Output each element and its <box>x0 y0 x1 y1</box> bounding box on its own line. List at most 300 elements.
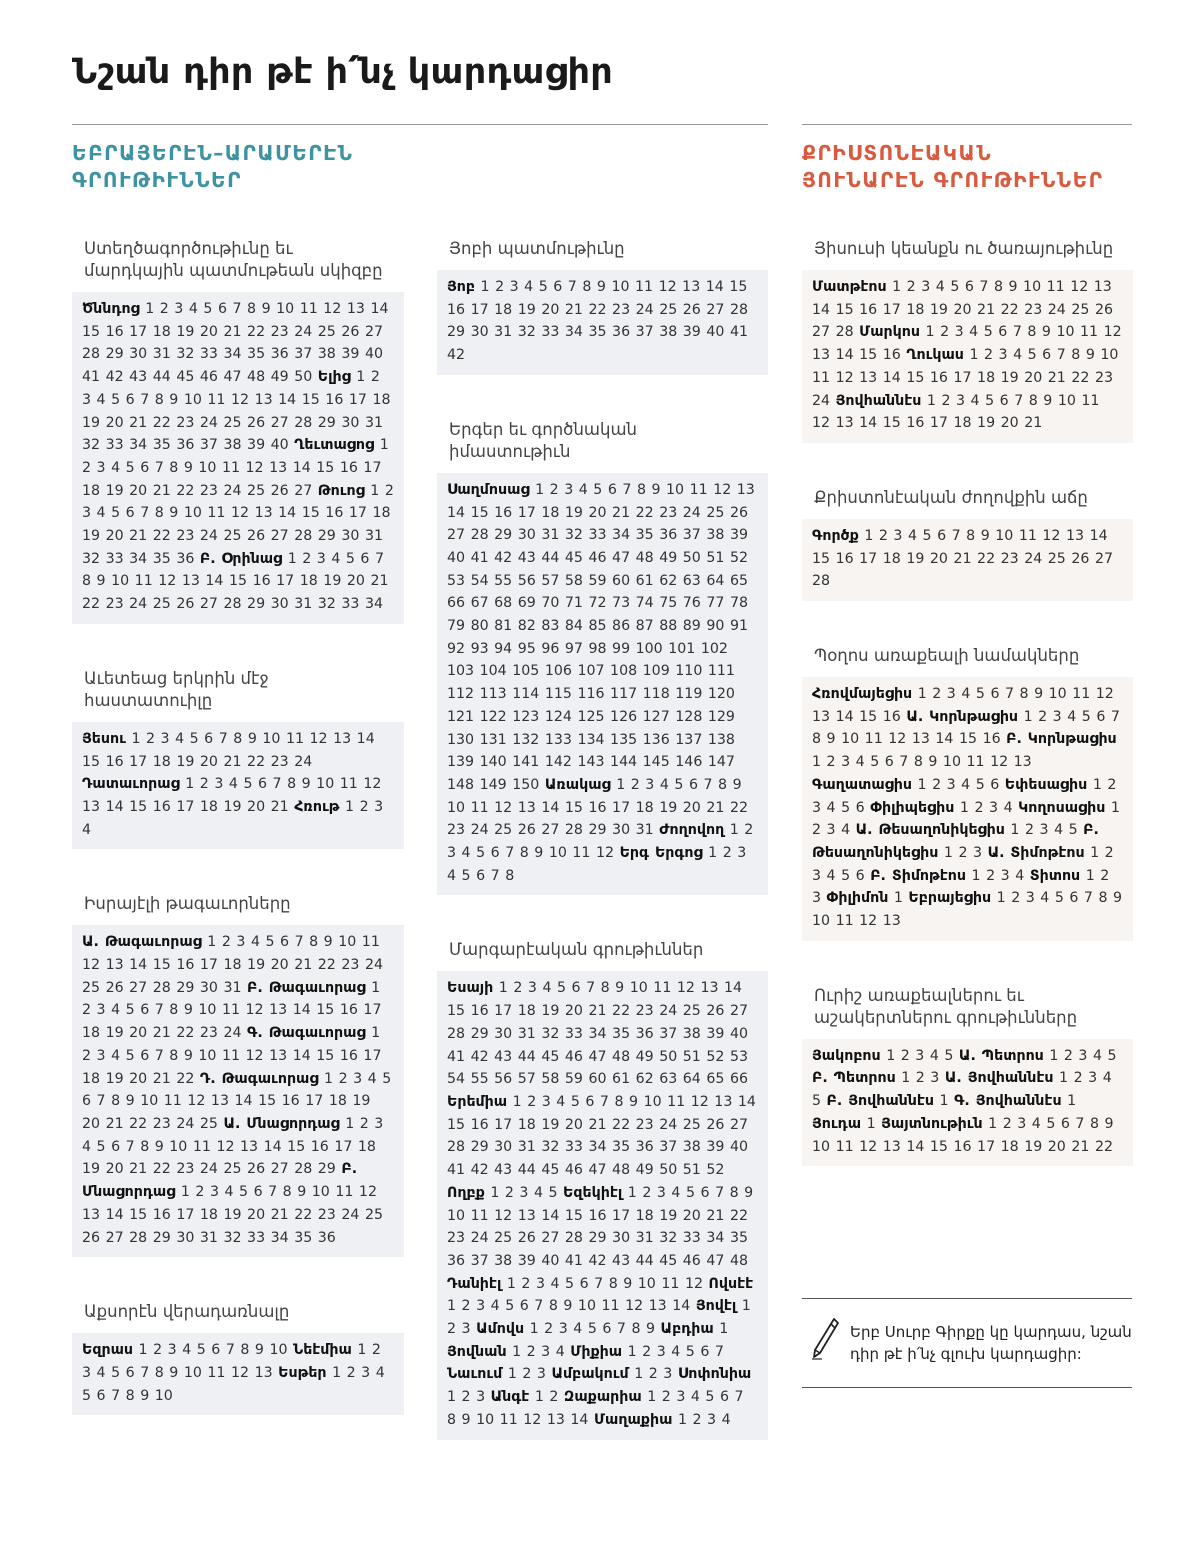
chapter-number[interactable]: 11 <box>1046 279 1065 295</box>
chapter-number[interactable]: 28 <box>564 1230 583 1247</box>
chapter-number[interactable]: 1 <box>901 1070 911 1087</box>
chapter-number[interactable]: 140 <box>479 754 507 771</box>
chapter-number[interactable]: 11 <box>163 1093 182 1110</box>
chapter-number[interactable]: 9 <box>183 459 193 476</box>
chapter-number[interactable]: 4 <box>671 1184 681 1201</box>
chapter-number[interactable]: 30 <box>470 324 489 341</box>
chapter-number[interactable]: 12 <box>187 1093 206 1110</box>
chapter-number[interactable]: 6 <box>280 934 290 951</box>
chapter-number[interactable]: 6 <box>990 686 1000 703</box>
chapter-number[interactable]: 13 <box>254 1364 273 1381</box>
chapter-number[interactable]: 47 <box>612 549 631 566</box>
chapter-number[interactable]: 7 <box>616 1321 626 1338</box>
chapter-number[interactable]: 1 <box>917 686 927 703</box>
chapter-number[interactable]: 37 <box>635 324 654 341</box>
chapter-number[interactable]: 12 <box>658 279 677 295</box>
chapter-number[interactable]: 10 <box>476 1411 495 1428</box>
chapter-number[interactable]: 95 <box>517 640 536 657</box>
chapter-number[interactable]: 34 <box>364 596 383 613</box>
chapter-number[interactable]: 28 <box>447 1025 466 1042</box>
chapter-number[interactable]: 6 <box>990 776 1000 793</box>
chapter-number[interactable]: 5 <box>841 799 851 816</box>
chapter-number[interactable]: 64 <box>706 572 725 589</box>
chapter-number[interactable]: 22 <box>247 753 266 770</box>
chapter-number[interactable]: 41 <box>564 1252 583 1269</box>
chapter-number[interactable]: 8 <box>1089 1115 1099 1132</box>
chapter-number[interactable]: 108 <box>610 663 638 680</box>
chapter-number[interactable]: 48 <box>635 549 654 566</box>
chapter-number[interactable]: 37 <box>659 1025 678 1042</box>
chapter-number[interactable]: 33 <box>105 437 124 454</box>
chapter-number[interactable]: 7 <box>715 1184 725 1201</box>
chapter-number[interactable]: 17 <box>276 573 295 590</box>
chapter-number[interactable]: 27 <box>812 324 831 341</box>
chapter-number[interactable]: 9 <box>596 279 606 295</box>
chapter-number[interactable]: 12 <box>1042 527 1061 544</box>
chapter-number[interactable]: 48 <box>612 1162 631 1179</box>
chapter-number[interactable]: 11 <box>572 845 591 862</box>
chapter-number[interactable]: 6 <box>253 1184 263 1201</box>
chapter-number[interactable]: 22 <box>1094 1138 1113 1155</box>
chapter-number[interactable]: 31 <box>223 979 242 996</box>
chapter-number[interactable]: 4 <box>826 867 836 884</box>
chapter-number[interactable]: 24 <box>199 528 218 545</box>
chapter-number[interactable]: 36 <box>270 346 289 363</box>
chapter-number[interactable]: 148 <box>447 776 475 793</box>
chapter-number[interactable]: 3 <box>812 890 822 907</box>
chapter-number[interactable]: 5 <box>461 867 471 884</box>
chapter-number[interactable]: 3 <box>82 1364 92 1381</box>
chapter-number[interactable]: 6 <box>688 776 698 793</box>
chapter-number[interactable]: 13 <box>269 1002 288 1019</box>
chapter-number[interactable]: 12 <box>690 1093 709 1110</box>
chapter-number[interactable]: 4 <box>573 1321 583 1338</box>
chapter-number[interactable]: 16 <box>470 1003 489 1020</box>
chapter-number[interactable]: 44 <box>635 1252 654 1269</box>
chapter-number[interactable]: 26 <box>706 1116 725 1133</box>
chapter-number[interactable]: 2 <box>504 1184 514 1201</box>
chapter-number[interactable]: 5 <box>570 1093 580 1110</box>
chapter-number[interactable]: 33 <box>564 1139 583 1156</box>
chapter-number[interactable]: 12 <box>888 731 907 748</box>
chapter-number[interactable]: 25 <box>1071 301 1090 318</box>
chapter-number[interactable]: 23 <box>317 1206 336 1223</box>
chapter-number[interactable]: 2 <box>812 822 822 839</box>
chapter-number[interactable]: 75 <box>659 595 678 612</box>
chapter-number[interactable]: 1 <box>616 776 626 793</box>
chapter-number[interactable]: 17 <box>363 459 382 476</box>
chapter-number[interactable]: 33 <box>105 550 124 567</box>
chapter-number[interactable]: 45 <box>176 369 195 386</box>
chapter-number[interactable]: 30 <box>341 528 360 545</box>
chapter-number[interactable]: 34 <box>588 1025 607 1042</box>
chapter-number[interactable]: 2 <box>648 1366 658 1383</box>
chapter-number[interactable]: 150 <box>512 776 540 793</box>
chapter-number[interactable]: 3 <box>82 391 92 408</box>
chapter-number[interactable]: 14 <box>263 1138 282 1155</box>
chapter-number[interactable]: 18 <box>152 753 171 770</box>
chapter-number[interactable]: 4 <box>82 1138 92 1155</box>
chapter-number[interactable]: 31 <box>541 527 560 544</box>
chapter-number[interactable]: 16 <box>929 369 948 386</box>
chapter-number[interactable]: 77 <box>706 595 725 612</box>
chapter-number[interactable]: 82 <box>517 618 536 635</box>
chapter-number[interactable]: 10 <box>311 1184 330 1201</box>
chapter-number[interactable]: 3 <box>946 686 956 703</box>
chapter-number[interactable]: 39 <box>729 527 748 544</box>
chapter-number[interactable]: 41 <box>447 1162 466 1179</box>
chapter-number[interactable]: 22 <box>152 414 171 431</box>
chapter-number[interactable]: 3 <box>1025 890 1035 907</box>
chapter-number[interactable]: 5 <box>196 1342 206 1359</box>
chapter-number[interactable]: 27 <box>447 527 466 544</box>
chapter-number[interactable]: 4 <box>1067 708 1077 725</box>
chapter-number[interactable]: 136 <box>642 731 670 748</box>
chapter-number[interactable]: 12 <box>859 913 878 930</box>
chapter-number[interactable]: 19 <box>541 1116 560 1133</box>
chapter-number[interactable]: 15 <box>316 1002 335 1019</box>
chapter-number[interactable]: 27 <box>541 822 560 839</box>
chapter-number[interactable]: 7 <box>567 279 577 295</box>
chapter-number[interactable]: 6 <box>855 867 865 884</box>
chapter-number[interactable]: 6 <box>204 730 214 747</box>
chapter-number[interactable]: 17 <box>517 504 536 521</box>
chapter-number[interactable]: 7 <box>1056 347 1066 364</box>
chapter-number[interactable]: 5 <box>587 1321 597 1338</box>
chapter-number[interactable]: 12 <box>216 1138 235 1155</box>
chapter-number[interactable]: 26 <box>247 1161 266 1178</box>
chapter-number[interactable]: 3 <box>676 1389 686 1406</box>
chapter-number[interactable]: 120 <box>707 686 735 703</box>
chapter-number[interactable]: 15 <box>835 301 854 318</box>
chapter-number[interactable]: 3 <box>915 1047 925 1064</box>
chapter-number[interactable]: 16 <box>325 391 344 408</box>
chapter-number[interactable]: 110 <box>675 663 703 680</box>
chapter-number[interactable]: 27 <box>129 979 148 996</box>
chapter-number[interactable]: 116 <box>577 686 605 703</box>
chapter-number[interactable]: 28 <box>294 414 313 431</box>
chapter-number[interactable]: 13 <box>1065 527 1085 544</box>
chapter-number[interactable]: 2 <box>461 1389 471 1406</box>
chapter-number[interactable]: 16 <box>105 753 124 770</box>
chapter-number[interactable]: 9 <box>169 1364 179 1381</box>
chapter-number[interactable]: 13 <box>181 573 200 590</box>
chapter-number[interactable]: 5 <box>685 1184 695 1201</box>
chapter-number[interactable]: 12 <box>1070 279 1089 295</box>
chapter-number[interactable]: 21 <box>129 1161 148 1178</box>
chapter-number[interactable]: 11 <box>221 1002 241 1019</box>
chapter-number[interactable]: 31 <box>517 1139 536 1156</box>
chapter-number[interactable]: 32 <box>317 596 336 613</box>
chapter-number[interactable]: 13 <box>82 1206 101 1223</box>
chapter-number[interactable]: 23 <box>341 957 360 974</box>
chapter-number[interactable]: 5 <box>239 1184 249 1201</box>
chapter-number[interactable]: 19 <box>176 753 195 770</box>
chapter-number[interactable]: 3 <box>989 799 999 816</box>
chapter-number[interactable]: 32 <box>82 550 101 567</box>
chapter-number[interactable]: 10 <box>447 1207 466 1224</box>
chapter-number[interactable]: 15 <box>958 731 978 748</box>
chapter-number[interactable]: 7 <box>1012 324 1022 341</box>
chapter-number[interactable]: 19 <box>82 414 101 431</box>
chapter-number[interactable]: 14 <box>882 369 901 386</box>
chapter-number[interactable]: 4 <box>961 776 971 793</box>
chapter-number[interactable]: 43 <box>612 1252 631 1269</box>
chapter-number[interactable]: 9 <box>140 1387 150 1404</box>
chapter-number[interactable]: 21 <box>977 301 996 318</box>
chapter-number[interactable]: 13 <box>269 1047 288 1064</box>
chapter-number[interactable]: 12 <box>245 1002 264 1019</box>
chapter-number[interactable]: 1 <box>507 1366 517 1383</box>
chapter-number[interactable]: 1 <box>719 1321 729 1338</box>
chapter-number[interactable]: 36 <box>612 324 631 341</box>
chapter-number[interactable]: 1 <box>379 437 389 454</box>
chapter-number[interactable]: 15 <box>447 1116 466 1133</box>
chapter-number[interactable]: 8 <box>140 1138 150 1155</box>
chapter-number[interactable]: 4 <box>228 776 238 793</box>
chapter-number[interactable]: 5 <box>111 391 121 408</box>
chapter-number[interactable]: 24 <box>176 1115 195 1132</box>
chapter-number[interactable]: 2 <box>932 686 942 703</box>
chapter-number[interactable]: 12 <box>713 481 732 498</box>
chapter-number[interactable]: 10 <box>666 481 685 498</box>
chapter-number[interactable]: 3 <box>96 1047 106 1064</box>
chapter-number[interactable]: 21 <box>706 799 725 816</box>
chapter-number[interactable]: 21 <box>129 528 148 545</box>
chapter-number[interactable]: 7 <box>505 845 515 862</box>
chapter-number[interactable]: 4 <box>659 776 669 793</box>
chapter-number[interactable]: 31 <box>364 414 383 431</box>
chapter-number[interactable]: 18 <box>372 391 391 408</box>
chapter-number[interactable]: 20 <box>564 1003 583 1020</box>
chapter-number[interactable]: 2 <box>661 1389 671 1406</box>
chapter-number[interactable]: 11 <box>335 1184 354 1201</box>
chapter-number[interactable]: 12 <box>323 301 342 317</box>
chapter-number[interactable]: 10 <box>637 1275 656 1292</box>
chapter-number[interactable]: 4 <box>970 392 980 409</box>
chapter-number[interactable]: 16 <box>339 459 358 476</box>
chapter-number[interactable]: 15 <box>82 323 101 340</box>
chapter-number[interactable]: 6 <box>125 505 135 522</box>
chapter-number[interactable]: 1 <box>925 324 935 341</box>
chapter-number[interactable]: 8 <box>287 776 297 793</box>
chapter-number[interactable]: 2 <box>1038 708 1048 725</box>
chapter-number[interactable]: 37 <box>199 437 218 454</box>
chapter-number[interactable]: 38 <box>682 1139 701 1156</box>
chapter-number[interactable]: 132 <box>512 731 540 748</box>
chapter-number[interactable]: 18 <box>357 1138 376 1155</box>
chapter-number[interactable]: 12 <box>625 1298 644 1315</box>
chapter-number[interactable]: 9 <box>96 573 106 590</box>
chapter-number[interactable]: 27 <box>294 482 313 499</box>
chapter-number[interactable]: 11 <box>667 1093 686 1110</box>
chapter-number[interactable]: 10 <box>140 1093 159 1110</box>
chapter-number[interactable]: 14 <box>278 505 297 522</box>
chapter-number[interactable]: 34 <box>129 550 148 567</box>
chapter-number[interactable]: 10 <box>812 1138 831 1155</box>
chapter-number[interactable]: 20 <box>929 550 948 567</box>
chapter-number[interactable]: 12 <box>309 730 328 747</box>
chapter-number[interactable]: 89 <box>682 618 701 635</box>
chapter-number[interactable]: 32 <box>659 1230 678 1247</box>
chapter-number[interactable]: 9 <box>297 1184 307 1201</box>
chapter-number[interactable]: 3 <box>645 776 655 793</box>
chapter-number[interactable]: 12 <box>494 799 513 816</box>
chapter-number[interactable]: 13 <box>812 347 831 364</box>
chapter-number[interactable]: 9 <box>623 1275 633 1292</box>
chapter-number[interactable]: 16 <box>982 731 1001 748</box>
chapter-number[interactable]: 24 <box>470 1230 489 1247</box>
chapter-number[interactable]: 9 <box>744 1184 754 1201</box>
chapter-number[interactable]: 30 <box>341 414 360 431</box>
chapter-number[interactable]: 90 <box>706 618 725 635</box>
chapter-number[interactable]: 24 <box>812 392 831 409</box>
chapter-number[interactable]: 15 <box>301 505 320 522</box>
chapter-number[interactable]: 81 <box>494 618 513 635</box>
chapter-number[interactable]: 19 <box>105 1070 124 1087</box>
chapter-number[interactable]: 46 <box>199 369 218 386</box>
chapter-number[interactable]: 20 <box>1000 415 1019 432</box>
chapter-number[interactable]: 7 <box>703 776 713 793</box>
chapter-number[interactable]: 6 <box>519 1298 529 1315</box>
chapter-number[interactable]: 8 <box>447 1411 457 1428</box>
chapter-number[interactable]: 13 <box>835 415 854 432</box>
chapter-number[interactable]: 3 <box>353 1070 363 1087</box>
chapter-number[interactable]: 23 <box>199 482 218 499</box>
chapter-number[interactable]: 50 <box>294 369 313 386</box>
chapter-number[interactable]: 19 <box>82 528 101 545</box>
chapter-number[interactable]: 13 <box>714 1093 733 1110</box>
chapter-number[interactable]: 29 <box>317 1161 336 1178</box>
chapter-number[interactable]: 40 <box>364 346 383 363</box>
chapter-number[interactable]: 63 <box>659 1071 678 1088</box>
chapter-number[interactable]: 18 <box>882 550 901 567</box>
chapter-number[interactable]: 11 <box>835 913 854 930</box>
chapter-number[interactable]: 6 <box>700 1343 710 1360</box>
chapter-number[interactable]: 6 <box>884 754 894 771</box>
chapter-number[interactable]: 9 <box>1043 392 1053 409</box>
chapter-number[interactable]: 10 <box>611 279 630 295</box>
chapter-number[interactable]: 3 <box>1017 1115 1027 1132</box>
chapter-number[interactable]: 14 <box>370 301 389 317</box>
chapter-number[interactable]: 4 <box>224 1184 234 1201</box>
chapter-number[interactable]: 25 <box>494 822 513 839</box>
chapter-number[interactable]: 2 <box>958 844 968 861</box>
chapter-number[interactable]: 5 <box>705 1389 715 1406</box>
chapter-number[interactable]: 13 <box>682 279 701 295</box>
chapter-number[interactable]: 54 <box>447 1071 466 1088</box>
chapter-number[interactable]: 6 <box>82 1093 92 1110</box>
chapter-number[interactable]: 25 <box>199 1115 218 1132</box>
chapter-number[interactable]: 8 <box>600 980 610 997</box>
chapter-number[interactable]: 12 <box>684 1275 703 1292</box>
chapter-number[interactable]: 33 <box>682 1230 701 1247</box>
chapter-number[interactable]: 8 <box>82 573 92 590</box>
chapter-number[interactable]: 22 <box>247 323 266 340</box>
chapter-number[interactable]: 47 <box>588 1162 607 1179</box>
chapter-number[interactable]: 1 <box>943 844 953 861</box>
chapter-number[interactable]: 12 <box>230 391 250 408</box>
chapter-number[interactable]: 12 <box>358 1184 377 1201</box>
chapter-number[interactable]: 11 <box>221 459 241 476</box>
chapter-number[interactable]: 11 <box>1018 527 1037 544</box>
chapter-number[interactable]: 31 <box>199 1229 218 1246</box>
chapter-number[interactable]: 6 <box>719 1389 729 1406</box>
chapter-number[interactable]: 3 <box>656 1184 666 1201</box>
chapter-number[interactable]: 8 <box>125 1387 135 1404</box>
chapter-number[interactable]: 3 <box>558 1321 568 1338</box>
chapter-number[interactable]: 8 <box>505 867 515 884</box>
chapter-number[interactable]: 7 <box>1110 708 1120 725</box>
chapter-number[interactable]: 23 <box>1000 550 1019 567</box>
chapter-number[interactable]: 23 <box>612 301 631 318</box>
chapter-number[interactable]: 8 <box>154 505 164 522</box>
chapter-number[interactable]: 31 <box>294 596 313 613</box>
chapter-number[interactable]: 4 <box>555 1343 565 1360</box>
chapter-number[interactable]: 1 <box>512 1093 522 1110</box>
chapter-number[interactable]: 6 <box>125 391 135 408</box>
chapter-number[interactable]: 6 <box>140 1047 150 1064</box>
chapter-number[interactable]: 14 <box>292 1002 311 1019</box>
chapter-number[interactable]: 28 <box>812 573 831 590</box>
chapter-number[interactable]: 3 <box>541 1093 551 1110</box>
chapter-number[interactable]: 10 <box>198 1047 217 1064</box>
chapter-number[interactable]: 30 <box>129 346 148 363</box>
chapter-number[interactable]: 5 <box>812 1093 822 1110</box>
chapter-number[interactable]: 15 <box>812 550 831 567</box>
chapter-number[interactable]: 49 <box>635 1048 654 1065</box>
chapter-number[interactable]: 15 <box>316 1047 335 1064</box>
chapter-number[interactable]: 6 <box>140 1002 150 1019</box>
chapter-number[interactable]: 9 <box>1041 324 1051 341</box>
chapter-number[interactable]: 2 <box>915 1070 925 1087</box>
chapter-number[interactable]: 128 <box>675 708 703 725</box>
chapter-number[interactable]: 39 <box>247 437 266 454</box>
chapter-number[interactable]: 25 <box>1047 550 1066 567</box>
chapter-number[interactable]: 2 <box>986 867 996 884</box>
chapter-number[interactable]: 83 <box>541 618 560 635</box>
chapter-number[interactable]: 1 <box>529 1321 539 1338</box>
chapter-number[interactable]: 10 <box>154 1387 173 1404</box>
chapter-number[interactable]: 25 <box>682 1116 701 1133</box>
chapter-number[interactable]: 1 <box>1010 822 1020 839</box>
chapter-number[interactable]: 9 <box>646 1321 656 1338</box>
chapter-number[interactable]: 4 <box>1092 1047 1102 1064</box>
chapter-number[interactable]: 11 <box>221 1047 241 1064</box>
chapter-number[interactable]: 105 <box>512 663 540 680</box>
chapter-number[interactable]: 20 <box>199 323 218 340</box>
chapter-number[interactable]: 6 <box>217 301 227 317</box>
chapter-number[interactable]: 20 <box>346 573 365 590</box>
chapter-number[interactable]: 21 <box>270 798 289 815</box>
chapter-number[interactable]: 2 <box>544 1321 554 1338</box>
chapter-number[interactable]: 13 <box>82 798 101 815</box>
chapter-number[interactable]: 8 <box>154 1364 164 1381</box>
chapter-number[interactable]: 27 <box>364 323 383 340</box>
chapter-number[interactable]: 1 <box>1067 1093 1077 1110</box>
chapter-number[interactable]: 22 <box>1000 301 1019 318</box>
chapter-number[interactable]: 26 <box>517 822 536 839</box>
chapter-number[interactable]: 1 <box>893 890 903 907</box>
chapter-number[interactable]: 53 <box>729 1048 748 1065</box>
chapter-number[interactable]: 106 <box>544 663 572 680</box>
chapter-number[interactable]: 4 <box>96 391 106 408</box>
chapter-number[interactable]: 3 <box>956 392 966 409</box>
chapter-number[interactable]: 138 <box>707 731 735 748</box>
chapter-number[interactable]: 51 <box>682 1048 701 1065</box>
chapter-number[interactable]: 26 <box>682 301 701 318</box>
chapter-number[interactable]: 8 <box>1019 686 1029 703</box>
